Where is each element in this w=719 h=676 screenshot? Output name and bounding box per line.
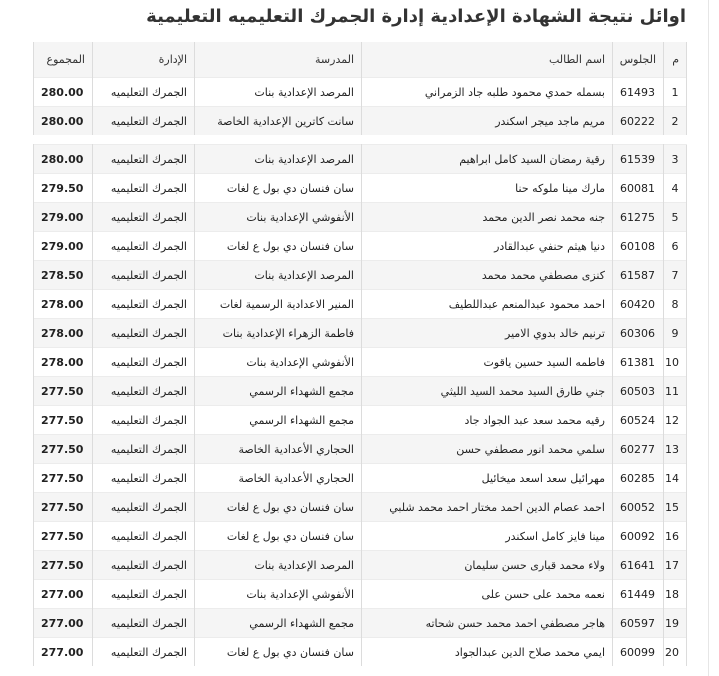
cell-admin: الجمرك التعليميه	[93, 290, 195, 319]
cell-school: سانت كاترين الإعدادية الخاصة	[195, 107, 362, 136]
table-header-row	[34, 42, 687, 78]
cell-index: 1	[664, 78, 687, 107]
cell-index: 5	[664, 203, 687, 232]
table-row	[34, 232, 687, 261]
cell-total: 280.00	[34, 145, 93, 174]
cell-total: 277.00	[34, 638, 93, 667]
cell-admin: الجمرك التعليميه	[93, 232, 195, 261]
header-admin: الإدارة	[93, 42, 195, 78]
cell-index: 12	[664, 406, 687, 435]
cell-school: فاطمة الزهراء الإعدادية بنات	[195, 319, 362, 348]
table-row	[34, 464, 687, 493]
cell-total: 278.50	[34, 261, 93, 290]
table-row	[34, 145, 687, 174]
cell-name: سلمي محمد انور مصطفي حسن	[362, 435, 613, 464]
cell-name: ترنيم خالد بدوي الامير	[362, 319, 613, 348]
cell-index: 20	[664, 638, 687, 667]
table-row	[34, 638, 687, 667]
cell-admin: الجمرك التعليميه	[93, 435, 195, 464]
table-row	[34, 493, 687, 522]
cell-seat: 60285	[613, 464, 664, 493]
cell-seat: 60420	[613, 290, 664, 319]
cell-school: الأنفوشي الإعدادية بنات	[195, 348, 362, 377]
cell-school: سان فنسان دي بول ع لغات	[195, 232, 362, 261]
cell-seat: 60597	[613, 609, 664, 638]
table-row	[34, 522, 687, 551]
cell-total: 280.00	[34, 107, 93, 136]
cell-index: 15	[664, 493, 687, 522]
cell-name: مهرائيل سعد اسعد ميخائيل	[362, 464, 613, 493]
cell-name: دنيا هيثم حنفي عبدالقادر	[362, 232, 613, 261]
cell-school: المرصد الإعدادية بنات	[195, 145, 362, 174]
header-seat: الجلوس	[613, 42, 664, 78]
table-row	[34, 174, 687, 203]
results-table	[33, 42, 687, 666]
cell-seat: 60524	[613, 406, 664, 435]
cell-seat: 60306	[613, 319, 664, 348]
cell-index: 9	[664, 319, 687, 348]
cell-total: 277.50	[34, 551, 93, 580]
header-index: م	[664, 42, 687, 78]
cell-seat: 60099	[613, 638, 664, 667]
cell-total: 277.50	[34, 435, 93, 464]
cell-name: احمد محمود عبدالمنعم عبداللطيف	[362, 290, 613, 319]
cell-name: ايمي محمد صلاح الدين عبدالجواد	[362, 638, 613, 667]
cell-index: 8	[664, 290, 687, 319]
cell-school: سان فنسان دي بول ع لغات	[195, 522, 362, 551]
cell-admin: الجمرك التعليميه	[93, 406, 195, 435]
cell-index: 18	[664, 580, 687, 609]
cell-total: 279.00	[34, 232, 93, 261]
cell-total: 277.50	[34, 522, 93, 551]
cell-name: مينا فايز كامل اسكندر	[362, 522, 613, 551]
cell-seat: 61275	[613, 203, 664, 232]
cell-seat: 60092	[613, 522, 664, 551]
cell-name: جني طارق السيد محمد السيد الليثي	[362, 377, 613, 406]
cell-index: 3	[664, 145, 687, 174]
cell-admin: الجمرك التعليميه	[93, 319, 195, 348]
page-title: اوائل نتيجة الشهادة الإعدادية إدارة الجمرك التعليميه التعليمية	[146, 6, 686, 27]
table-row	[34, 609, 687, 638]
cell-total: 278.00	[34, 319, 93, 348]
cell-school: المرصد الإعدادية بنات	[195, 78, 362, 107]
cell-name: نعمه محمد على حسن على	[362, 580, 613, 609]
cell-index: 6	[664, 232, 687, 261]
cell-admin: الجمرك التعليميه	[93, 551, 195, 580]
table-row	[34, 348, 687, 377]
table-row	[34, 406, 687, 435]
cell-school: المرصد الإعدادية بنات	[195, 551, 362, 580]
cell-total: 278.00	[34, 290, 93, 319]
cell-name: رقيه محمد سعد عبد الجواد جاد	[362, 406, 613, 435]
cell-school: الأنفوشي الإعدادية بنات	[195, 203, 362, 232]
cell-index: 19	[664, 609, 687, 638]
table-row	[34, 78, 687, 107]
cell-total: 277.50	[34, 464, 93, 493]
table-row	[34, 377, 687, 406]
cell-admin: الجمرك التعليميه	[93, 348, 195, 377]
cell-seat: 61381	[613, 348, 664, 377]
header-total: المجموع	[34, 42, 93, 78]
cell-admin: الجمرك التعليميه	[93, 78, 195, 107]
cell-admin: الجمرك التعليميه	[93, 261, 195, 290]
cell-school: الحجاري الأعدادية الخاصة	[195, 464, 362, 493]
cell-admin: الجمرك التعليميه	[93, 107, 195, 136]
cell-school: مجمع الشهداء الرسمي	[195, 377, 362, 406]
row-spacer	[34, 135, 687, 145]
cell-name: مريم ماجد ميجر اسكندر	[362, 107, 613, 136]
cell-seat: 61587	[613, 261, 664, 290]
cell-name: بسمله حمدي محمود طلبه جاد الزمراني	[362, 78, 613, 107]
cell-name: رقية رمضان السيد كامل ابراهيم	[362, 145, 613, 174]
cell-name: فاطمه السيد حسين ياقوت	[362, 348, 613, 377]
table-row	[34, 203, 687, 232]
table-row	[34, 261, 687, 290]
table-row	[34, 551, 687, 580]
cell-admin: الجمرك التعليميه	[93, 609, 195, 638]
cell-seat: 61539	[613, 145, 664, 174]
cell-index: 10	[664, 348, 687, 377]
cell-school: سان فنسان دي بول ع لغات	[195, 638, 362, 667]
cell-seat: 60222	[613, 107, 664, 136]
cell-admin: الجمرك التعليميه	[93, 464, 195, 493]
cell-total: 279.00	[34, 203, 93, 232]
cell-admin: الجمرك التعليميه	[93, 174, 195, 203]
cell-seat: 60052	[613, 493, 664, 522]
cell-index: 11	[664, 377, 687, 406]
cell-index: 14	[664, 464, 687, 493]
cell-seat: 60277	[613, 435, 664, 464]
header-school: المدرسة	[195, 42, 362, 78]
cell-school: مجمع الشهداء الرسمي	[195, 609, 362, 638]
header-name: اسم الطالب	[362, 42, 613, 78]
cell-admin: الجمرك التعليميه	[93, 638, 195, 667]
cell-school: المرصد الإعدادية بنات	[195, 261, 362, 290]
cell-name: مارك مينا ملوكه حنا	[362, 174, 613, 203]
cell-index: 2	[664, 107, 687, 136]
cell-total: 280.00	[34, 78, 93, 107]
table-row	[34, 435, 687, 464]
cell-school: الحجاري الأعدادية الخاصة	[195, 435, 362, 464]
cell-total: 277.50	[34, 406, 93, 435]
cell-seat: 61449	[613, 580, 664, 609]
cell-admin: الجمرك التعليميه	[93, 203, 195, 232]
cell-seat: 60108	[613, 232, 664, 261]
cell-school: الأنفوشي الإعدادية بنات	[195, 580, 362, 609]
cell-index: 7	[664, 261, 687, 290]
page-divider	[708, 0, 709, 676]
cell-total: 279.50	[34, 174, 93, 203]
cell-name: احمد عصام الدين احمد مختار احمد محمد شلبي	[362, 493, 613, 522]
cell-index: 4	[664, 174, 687, 203]
cell-name: كنزى مصطفي محمد محمد	[362, 261, 613, 290]
cell-total: 277.50	[34, 493, 93, 522]
cell-index: 16	[664, 522, 687, 551]
cell-total: 277.50	[34, 377, 93, 406]
cell-school: مجمع الشهداء الرسمي	[195, 406, 362, 435]
table-row	[34, 107, 687, 136]
cell-school: سان فنسان دي بول ع لغات	[195, 174, 362, 203]
cell-admin: الجمرك التعليميه	[93, 580, 195, 609]
cell-admin: الجمرك التعليميه	[93, 493, 195, 522]
cell-total: 277.00	[34, 609, 93, 638]
cell-seat: 60081	[613, 174, 664, 203]
cell-total: 278.00	[34, 348, 93, 377]
spacer-cell	[34, 135, 687, 145]
cell-index: 17	[664, 551, 687, 580]
cell-seat: 61641	[613, 551, 664, 580]
cell-seat: 61493	[613, 78, 664, 107]
table-row	[34, 319, 687, 348]
cell-name: ولاء محمد قبارى حسن سليمان	[362, 551, 613, 580]
cell-school: سان فنسان دي بول ع لغات	[195, 493, 362, 522]
table-row	[34, 580, 687, 609]
table-row	[34, 290, 687, 319]
cell-admin: الجمرك التعليميه	[93, 377, 195, 406]
cell-seat: 60503	[613, 377, 664, 406]
cell-school: المنير الاعدادية الرسمية لغات	[195, 290, 362, 319]
cell-name: جنه محمد نصر الدين محمد	[362, 203, 613, 232]
cell-name: هاجر مصطفي احمد محمد حسن شحاته	[362, 609, 613, 638]
cell-total: 277.00	[34, 580, 93, 609]
cell-index: 13	[664, 435, 687, 464]
cell-admin: الجمرك التعليميه	[93, 522, 195, 551]
cell-admin: الجمرك التعليميه	[93, 145, 195, 174]
